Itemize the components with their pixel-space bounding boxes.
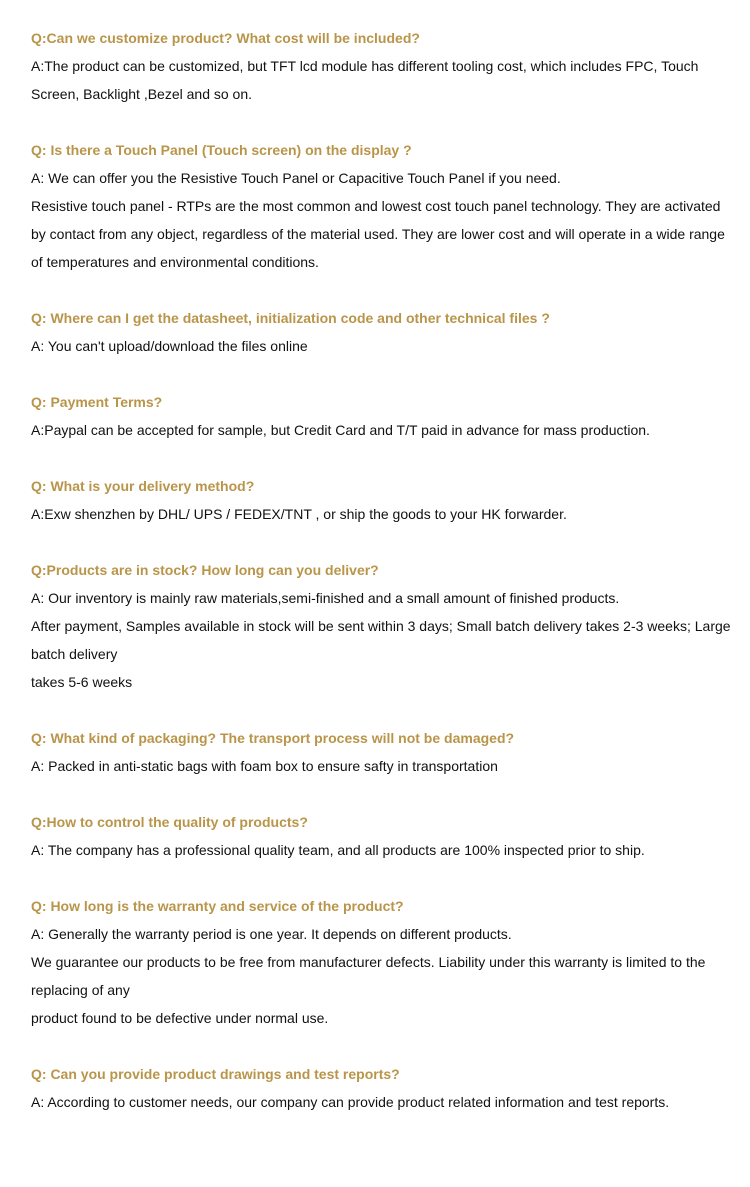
faq-question: Q: Payment Terms? <box>31 394 163 410</box>
faq-question: Q:Products are in stock? How long can you deliver? <box>31 562 379 578</box>
faq-item <box>31 556 741 696</box>
faq-answer-line: A: Our inventory is mainly raw materials,semi-finished and a small amount of finished products. <box>31 590 620 606</box>
faq-item <box>31 1060 741 1116</box>
faq-question: Q: What kind of packaging? The transport process will not be damaged? <box>31 730 515 746</box>
faq-answer-line: A:Paypal can be accepted for sample, but Credit Card and T/T paid in advance for mass production. <box>31 422 650 438</box>
faq-answer-line: A: You can't upload/download the files online <box>31 338 308 354</box>
faq-answer-line: by contact from any object, regardless of the material used. They are lower cost and will operate in a wide range <box>31 226 725 242</box>
faq-answer-line: replacing of any <box>31 982 130 998</box>
faq-answer-line: Resistive touch panel - RTPs are the most common and lowest cost touch panel technology. They are activated <box>31 198 721 214</box>
faq-answer-line: We guarantee our products to be free from manufacturer defects. Liability under this warranty is limited to the <box>31 954 706 970</box>
faq-item <box>31 388 741 444</box>
faq-item <box>31 304 741 360</box>
faq-question: Q: Can you provide product drawings and test reports? <box>31 1066 400 1082</box>
faq-answer-line: A: Packed in anti-static bags with foam box to ensure safty in transportation <box>31 758 498 774</box>
faq-item <box>31 136 741 276</box>
faq-answer-line: A: The company has a professional quality team, and all products are 100% inspected prior to ship. <box>31 842 645 858</box>
faq-answer-line: A: According to customer needs, our company can provide product related information and test reports. <box>31 1094 670 1110</box>
faq-answer-line: of temperatures and environmental conditions. <box>31 254 319 270</box>
faq-item <box>31 472 741 528</box>
faq-item <box>31 808 741 864</box>
faq-answer-line: After payment, Samples available in stock will be sent within 3 days; Small batch delivery takes 2-3 weeks; Large <box>31 618 731 634</box>
faq-item <box>31 24 741 108</box>
faq-question: Q: Where can I get the datasheet, initialization code and other technical files ? <box>31 310 550 326</box>
faq-list <box>31 24 741 1144</box>
faq-question: Q: How long is the warranty and service of the product? <box>31 898 404 914</box>
faq-question: Q: Is there a Touch Panel (Touch screen) on the display ? <box>31 142 412 158</box>
faq-answer-line: batch delivery <box>31 646 118 662</box>
faq-item <box>31 724 741 780</box>
faq-item <box>31 892 741 1032</box>
faq-answer-line: takes 5-6 weeks <box>31 674 133 690</box>
faq-question: Q:How to control the quality of products? <box>31 814 308 830</box>
faq-answer-line: A:The product can be customized, but TFT lcd module has different tooling cost, which includes FPC, Touch <box>31 58 699 74</box>
faq-answer-line: Screen, Backlight ,Bezel and so on. <box>31 86 253 102</box>
faq-answer-line: A: We can offer you the Resistive Touch Panel or Capacitive Touch Panel if you need. <box>31 170 561 186</box>
faq-answer-line: product found to be defective under normal use. <box>31 1010 329 1026</box>
faq-answer-line: A: Generally the warranty period is one year. It depends on different products. <box>31 926 512 942</box>
faq-answer-line: A:Exw shenzhen by DHL/ UPS / FEDEX/TNT , or ship the goods to your HK forwarder. <box>31 506 567 522</box>
faq-question: Q: What is your delivery method? <box>31 478 255 494</box>
faq-question: Q:Can we customize product? What cost will be included? <box>31 30 420 46</box>
